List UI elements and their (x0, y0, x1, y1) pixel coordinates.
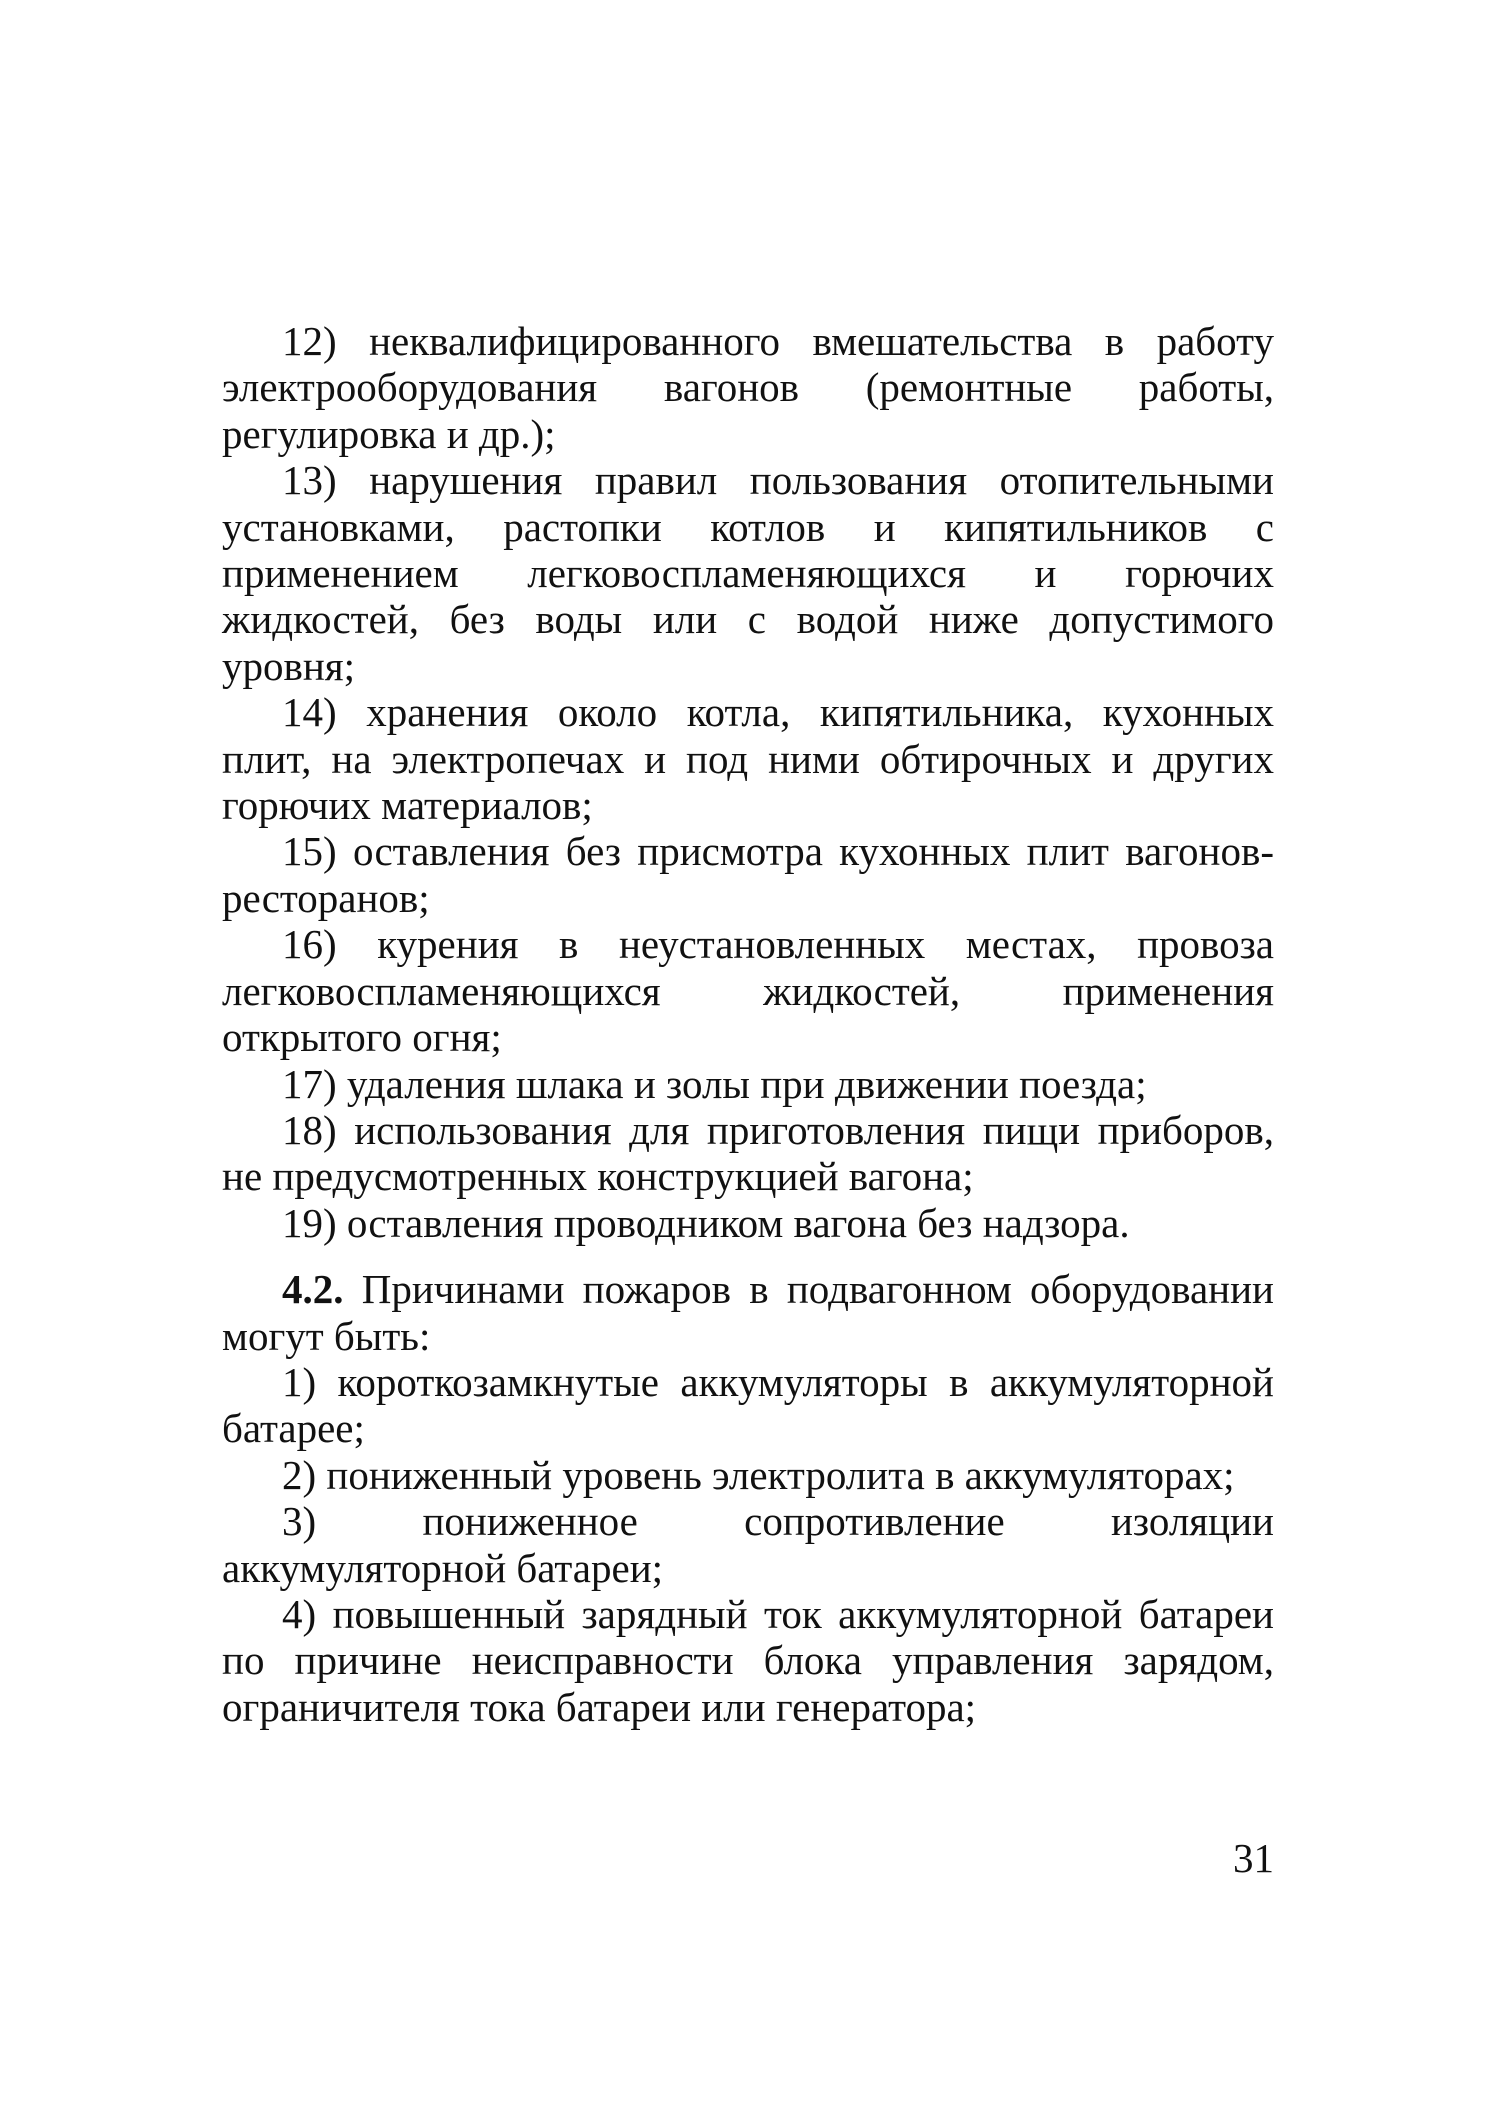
list-item-3: 3) пониженное сопротивление изоляции аккумуляторной батареи; (222, 1498, 1274, 1591)
list-item-15: 15) оставления без присмотра кухонных плит вагонов-ресторанов; (222, 828, 1274, 921)
list-item-4: 4) повышенный зарядный ток аккумуляторной батареи по причине неисправности блока управления зарядом, ограничителя тока батареи или генератора; (222, 1590, 1274, 1730)
list-item-1: 1) короткозамкнутые аккумуляторы в аккумуляторной батарее; (222, 1358, 1274, 1452)
list-item-16: 16) курения в неустановленных местах, провоза легковоспламеняющихся жидкостей, применения открытого огня; (222, 921, 1274, 1061)
section-4-2-paragraph (222, 1266, 1274, 1359)
list-item-14: 14) хранения около котла, кипятильника, кухонных плит, на электропечах и под ними обтирочных и других горючих материалов; (222, 689, 1274, 829)
list-item-2: 2) пониженный уровень электролита в аккумуляторах; (282, 1451, 1235, 1498)
list-item-12: 12) неквалифицированного вмешательства в работу электрооборудования вагонов (ремонтные работы, регулировка и др.); (222, 318, 1274, 457)
page-number: 31 (1233, 1835, 1274, 1881)
list-item-19: 19) оставления проводником вагона без надзора. (282, 1199, 1130, 1246)
list-item-18: 18) использования для приготовления пищи приборов, не предусмотренных конструкцией вагона; (222, 1106, 1274, 1200)
body-text (222, 318, 1274, 1730)
section-number: 4.2. (282, 1266, 344, 1313)
list-item-13: 13) нарушения правил пользования отопительными установками, растопки котлов и кипятильников с применением легковоспламеняющихся и горючих жидкостей, без воды или с водой ниже допустимого уровня; (222, 457, 1274, 689)
list-item-17: 17) удаления шлака и золы при движении поезда; (282, 1060, 1147, 1107)
section-text: Причинами пожаров в подвагонном оборудовании могут быть: (222, 1266, 1274, 1359)
